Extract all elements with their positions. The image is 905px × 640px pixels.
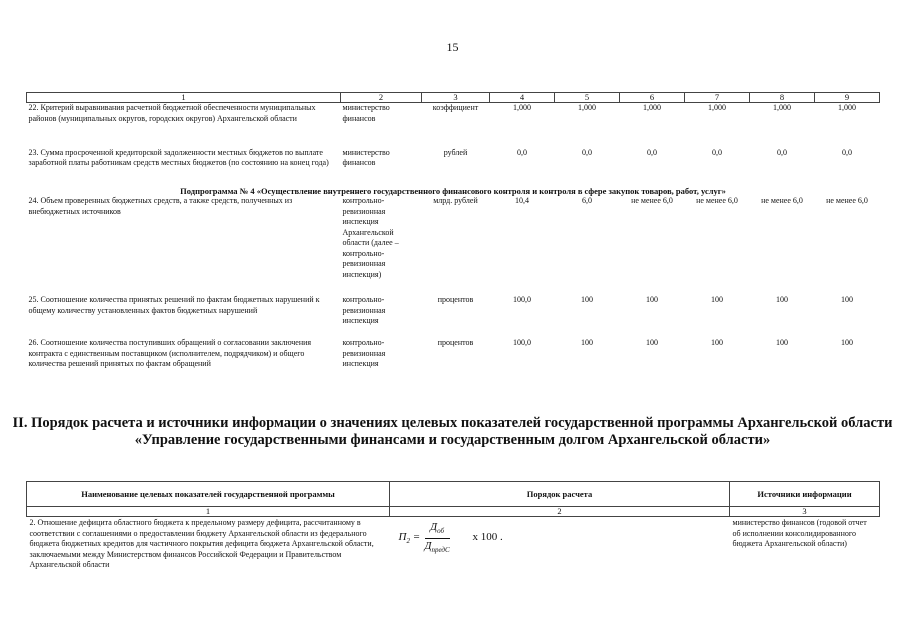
indicator-value: 6,0 bbox=[582, 196, 592, 205]
indicator-org: министерство финансов bbox=[342, 103, 390, 123]
subprogram-heading-row bbox=[27, 186, 880, 197]
indicator-value: 1,000 bbox=[838, 103, 856, 112]
column-number: 3 bbox=[422, 93, 490, 103]
formula-rhs: x 100 . bbox=[472, 531, 503, 543]
indicator-value: 100 bbox=[841, 338, 853, 347]
indicator-org: контрольно-ревизионная инспекция Архангельской области (далее – контрольно-ревизионная инспекция) bbox=[342, 196, 399, 279]
section-title: II. Порядок расчета и источники информации о значениях целевых показателей государственной программы Архангельской области «Управление государственными финансами и государственным долгом Архангельской области» bbox=[12, 415, 893, 448]
indicator-name: 23. Сумма просроченной кредиторской задолженности местных бюджетов по выплате заработной платы работникам средств местных бюджетов (по состоянию на конец года) bbox=[28, 147, 329, 167]
indicator-value: 1,000 bbox=[643, 103, 661, 112]
column-header: Источники информации bbox=[730, 482, 880, 507]
indicator-value: 100 bbox=[776, 295, 788, 304]
indicator-value: 10,4 bbox=[515, 196, 529, 205]
indicator-name: 22. Критерий выравнивания расчетной бюджетной обеспеченности муниципальных районов (муниципальных округов, городских округов) Архангельской области bbox=[28, 103, 316, 123]
indicator-value: не менее 6,0 bbox=[696, 196, 738, 205]
indicator-unit: процентов bbox=[437, 338, 474, 347]
indicator-org: министерство финансов bbox=[342, 147, 390, 167]
indicator-value: 0,0 bbox=[842, 147, 852, 157]
indicator-value: 1,000 bbox=[773, 103, 791, 112]
indicators-table bbox=[26, 92, 880, 383]
column-number-row bbox=[27, 507, 880, 517]
indicator-value: 100 bbox=[581, 295, 593, 304]
page-number: 15 bbox=[446, 40, 459, 54]
column-number: 2 bbox=[390, 507, 730, 517]
indicator-unit: процентов bbox=[437, 295, 474, 304]
indicator-name: 26. Соотношение количества поступивших обращений о согласовании заключения контракта с единственным поставщиком (исполнителем, подрядчиком) и общего количества решений принятых по фактам обращений bbox=[28, 338, 312, 368]
indicator-value: 100 bbox=[776, 338, 788, 347]
column-number: 1 bbox=[27, 507, 390, 517]
column-number: 5 bbox=[555, 93, 620, 103]
column-number: 9 bbox=[815, 93, 880, 103]
column-number: 4 bbox=[490, 93, 555, 103]
indicator-value: 0,0 bbox=[517, 147, 527, 157]
table-row bbox=[27, 517, 880, 572]
calculation-table bbox=[26, 481, 880, 572]
indicator-value: 100,0 bbox=[513, 295, 531, 304]
indicator-org: контрольно-ревизионная инспекция bbox=[342, 295, 386, 325]
column-number: 3 bbox=[730, 507, 880, 517]
column-number: 7 bbox=[685, 93, 750, 103]
table-row bbox=[27, 295, 880, 338]
information-source: министерство финансов (годовой отчет об исполнении консолидированного бюджета Архангельской области) bbox=[732, 518, 867, 548]
subprogram-title: Подпрограмма № 4 «Осуществление внутреннего государственного финансового контроля и контроля в сфере закупок товаров, работ, услуг» bbox=[180, 185, 726, 196]
formula-fraction bbox=[425, 520, 450, 558]
formula bbox=[393, 518, 727, 562]
indicator-value: 100 bbox=[711, 338, 723, 347]
indicator-value: 0,0 bbox=[712, 147, 722, 157]
column-header: Порядок расчета bbox=[390, 482, 730, 507]
table-header-row bbox=[27, 93, 880, 103]
indicator-unit: рублей bbox=[443, 147, 468, 157]
formula-denominator: $Д_{предС}$ bbox=[424, 540, 450, 555]
indicator-value: 0,0 bbox=[647, 147, 657, 157]
column-header: Наименование целевых показателей государственной программы bbox=[27, 482, 390, 507]
formula-lhs: $П_2$ = bbox=[398, 531, 421, 546]
column-number: 2 bbox=[341, 93, 422, 103]
indicator-unit: коэффициент bbox=[432, 103, 479, 112]
indicator-value: 100 bbox=[646, 295, 658, 304]
indicator-value: 100 bbox=[646, 338, 658, 347]
indicator-value: 1,000 bbox=[708, 103, 726, 112]
table-row bbox=[27, 148, 880, 186]
indicator-value: 1,000 bbox=[513, 103, 531, 112]
indicator-value: 100 bbox=[841, 295, 853, 304]
indicator-value: не менее 6,0 bbox=[631, 196, 673, 205]
indicator-value: 100 bbox=[581, 338, 593, 347]
indicator-value: 0,0 bbox=[777, 147, 787, 157]
indicator-unit: млрд. рублей bbox=[433, 196, 478, 205]
table-header-row bbox=[27, 482, 880, 507]
column-number: 6 bbox=[620, 93, 685, 103]
indicator-name: 25. Соотношение количества принятых решений по фактам бюджетных нарушений к общему количеству установленных фактов бюджетных нарушений bbox=[28, 295, 320, 315]
indicator-org: контрольно-ревизионная инспекция bbox=[342, 338, 386, 368]
indicator-value: 100 bbox=[711, 295, 723, 304]
indicator-name: 2. Отношение дефицита областного бюджета к предельному размеру дефицита, рассчитанному в соответствии с соглашениями о предоставлении бюджету Архангельской области из федерального бюджета бюджетных кредитов для частичного покрытия дефицита бюджета Архангельской области, заключаемыми между Министерством финансов Российской Федерации и Правительством Архангельской области bbox=[29, 518, 374, 569]
table-row bbox=[27, 338, 880, 383]
indicator-value: 100,0 bbox=[513, 338, 531, 347]
indicator-value: не менее 6,0 bbox=[761, 196, 803, 205]
column-number: 8 bbox=[750, 93, 815, 103]
indicator-value: не менее 6,0 bbox=[826, 196, 868, 205]
calculation-formula-cell bbox=[390, 517, 730, 572]
indicator-name: 24. Объем проверенных бюджетных средств, а также средств, полученных из внебюджетных источников bbox=[28, 196, 293, 216]
indicator-value: 0,0 bbox=[582, 147, 592, 157]
column-number: 1 bbox=[27, 93, 341, 103]
table-row bbox=[27, 196, 880, 295]
formula-numerator: $Д_{об}$ bbox=[425, 520, 450, 539]
table-row bbox=[27, 103, 880, 148]
indicator-value: 1,000 bbox=[578, 103, 596, 112]
